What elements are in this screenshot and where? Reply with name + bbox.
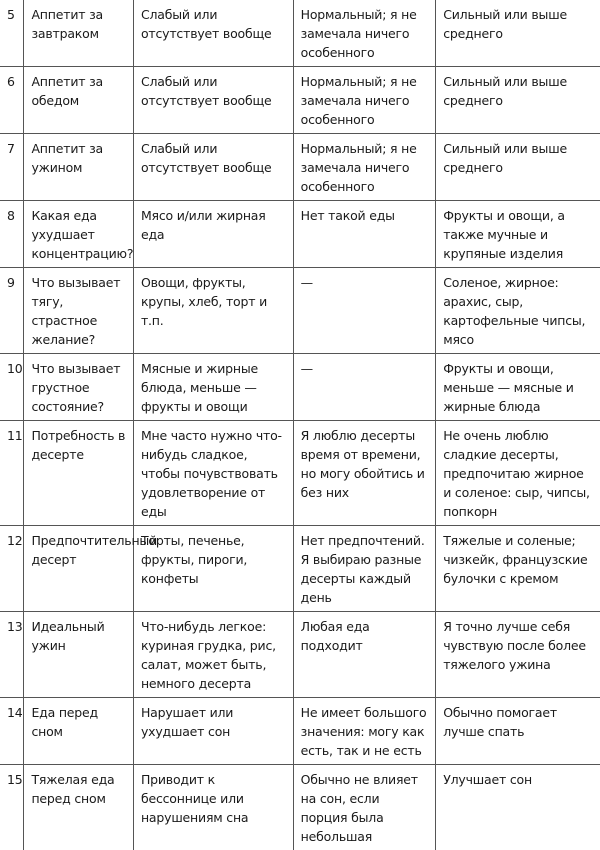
answer-a-cell: Что-нибудь легкое: куриная грудка, рис, салат, может быть, немного десерта bbox=[133, 612, 293, 698]
answer-a-cell: Слабый или отсутствует вообще bbox=[133, 67, 293, 134]
question-cell: Аппетит за обедом bbox=[24, 67, 134, 134]
answer-c-cell: Сильный или выше среднего bbox=[436, 134, 600, 201]
question-cell: Какая еда ухудшает концентрацию? bbox=[24, 201, 134, 268]
row-number: 7 bbox=[0, 134, 24, 201]
answer-c-cell: Не очень люблю сладкие десерты, предпочитаю жирное и соленое: сыр, чипсы, попкорн bbox=[436, 421, 600, 526]
table-row bbox=[0, 354, 600, 421]
answer-a-cell: Овощи, фрукты, крупы, хлеб, торт и т.п. bbox=[133, 268, 293, 354]
answer-c-cell: Сильный или выше среднего bbox=[436, 0, 600, 67]
table-row bbox=[0, 201, 600, 268]
answer-b-cell: Нет предпочтений. Я выбираю разные десерты каждый день bbox=[293, 526, 436, 612]
question-cell: Идеальный ужин bbox=[24, 612, 134, 698]
row-number: 13 bbox=[0, 612, 24, 698]
row-number: 15 bbox=[0, 765, 24, 850]
question-cell: Аппетит за завтраком bbox=[24, 0, 134, 67]
answer-b-cell: Не имеет большого значения: могу как есть, так и не есть bbox=[293, 698, 436, 765]
answer-b-cell: Нормальный; я не замечала ничего особенного bbox=[293, 134, 436, 201]
answer-c-cell: Соленое, жирное: арахис, сыр, картофельные чипсы, мясо bbox=[436, 268, 600, 354]
table-row bbox=[0, 421, 600, 526]
question-cell: Что вызывает грустное состояние? bbox=[24, 354, 134, 421]
table-row bbox=[0, 268, 600, 354]
question-cell: Аппетит за ужином bbox=[24, 134, 134, 201]
table-row bbox=[0, 612, 600, 698]
answer-a-cell: Мне часто нужно что-нибудь сладкое, чтобы почувствовать удовлетворение от еды bbox=[133, 421, 293, 526]
question-cell: Еда перед сном bbox=[24, 698, 134, 765]
row-number: 11 bbox=[0, 421, 24, 526]
question-cell: Тяжелая еда перед сном bbox=[24, 765, 134, 850]
answer-b-cell: Я люблю десерты время от времени, но могу обойтись и без них bbox=[293, 421, 436, 526]
question-cell: Предпочтительный десерт bbox=[24, 526, 134, 612]
answer-a-cell: Мясо и/или жирная еда bbox=[133, 201, 293, 268]
row-number: 9 bbox=[0, 268, 24, 354]
answer-a-cell: Приводит к бессоннице или нарушениям сна bbox=[133, 765, 293, 850]
row-number: 14 bbox=[0, 698, 24, 765]
answer-b-cell: Нормальный; я не замечала ничего особенного bbox=[293, 0, 436, 67]
answer-a-cell: Нарушает или ухудшает сон bbox=[133, 698, 293, 765]
row-number: 10 bbox=[0, 354, 24, 421]
answer-c-cell: Тяжелые и соленые; чизкейк, французские булочки с кремом bbox=[436, 526, 600, 612]
answer-b-cell: — bbox=[293, 268, 436, 354]
answer-c-cell: Фрукты и овощи, а также мучные и крупяные изделия bbox=[436, 201, 600, 268]
answer-c-cell: Сильный или выше среднего bbox=[436, 67, 600, 134]
row-number: 12 bbox=[0, 526, 24, 612]
row-number: 6 bbox=[0, 67, 24, 134]
question-cell: Потребность в десерте bbox=[24, 421, 134, 526]
answer-c-cell: Фрукты и овощи, меньше — мясные и жирные блюда bbox=[436, 354, 600, 421]
row-number: 8 bbox=[0, 201, 24, 268]
table-row bbox=[0, 0, 600, 67]
answer-b-cell: Нет такой еды bbox=[293, 201, 436, 268]
answer-a-cell: Слабый или отсутствует вообще bbox=[133, 134, 293, 201]
answer-b-cell: Любая еда подходит bbox=[293, 612, 436, 698]
table-row bbox=[0, 698, 600, 765]
answer-c-cell: Я точно лучше себя чувствую после более тяжелого ужина bbox=[436, 612, 600, 698]
answer-a-cell: Торты, печенье, фрукты, пироги, конфеты bbox=[133, 526, 293, 612]
answer-a-cell: Слабый или отсутствует вообще bbox=[133, 0, 293, 67]
question-cell: Что вызывает тягу, страстное желание? bbox=[24, 268, 134, 354]
answer-b-cell: Нормальный; я не замечала ничего особенного bbox=[293, 67, 436, 134]
answer-c-cell: Улучшает сон bbox=[436, 765, 600, 850]
table-row bbox=[0, 134, 600, 201]
answer-b-cell: — bbox=[293, 354, 436, 421]
table-row bbox=[0, 526, 600, 612]
table-row bbox=[0, 765, 600, 850]
answer-a-cell: Мясные и жирные блюда, меньше — фрукты и овощи bbox=[133, 354, 293, 421]
answer-b-cell: Обычно не влияет на сон, если порция была небольшая bbox=[293, 765, 436, 850]
table-row bbox=[0, 67, 600, 134]
row-number: 5 bbox=[0, 0, 24, 67]
answer-c-cell: Обычно помогает лучше спать bbox=[436, 698, 600, 765]
